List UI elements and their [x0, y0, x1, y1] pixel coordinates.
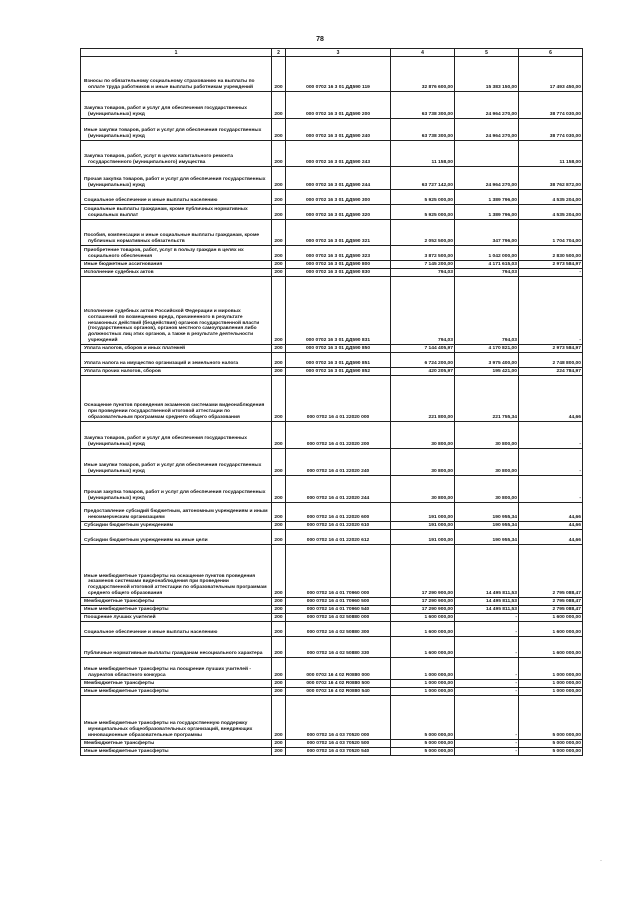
row-executed-amount: 14 495 811,53 [455, 545, 519, 598]
row-description [81, 530, 272, 545]
row-budget-classification-code: 000 0702 16 4 01 70960 540 [286, 606, 391, 614]
column-header-1: 1 [81, 49, 272, 57]
row-approved-amount: 17 290 900,00 [391, 598, 455, 606]
row-description [81, 119, 272, 141]
row-executed-amount: 1 389 796,00 [455, 205, 519, 220]
budget-execution-table [80, 48, 583, 756]
row-description-text: Иные межбюджетные трансферты [84, 749, 169, 755]
table-row [81, 748, 583, 756]
row-description-text: Закупка товаров, работ, услуг в целях капитального ремонта государственного (муниципального) имущества [84, 154, 233, 166]
row-budget-classification-code: 000 0702 16 4 01 70960 000 [286, 545, 391, 598]
table-row [81, 269, 583, 277]
table-row [81, 167, 583, 190]
row-line-code: 200 [272, 522, 286, 530]
row-approved-amount: 63 738 300,00 [391, 92, 455, 119]
row-approved-amount: 3 872 500,00 [391, 246, 455, 261]
column-header-5: 5 [455, 49, 519, 57]
row-description-text: Межбюджетные трансферты [84, 599, 155, 605]
row-approved-amount: 30 800,00 [391, 476, 455, 503]
table-row [81, 688, 583, 696]
row-line-code: 200 [272, 606, 286, 614]
row-executed-amount: 30 800,00 [455, 422, 519, 449]
row-executed-amount: 24 964 270,00 [455, 119, 519, 141]
row-approved-amount: 63 738 300,00 [391, 119, 455, 141]
table-row [81, 422, 583, 449]
row-description [81, 345, 272, 353]
row-approved-amount: 221 800,00 [391, 376, 455, 422]
row-description [81, 748, 272, 756]
row-budget-classification-code: 000 0702 16 4 01 22020 244 [286, 476, 391, 503]
row-description [81, 680, 272, 688]
row-budget-classification-code: 000 0702 16 4 02 50880 000 [286, 614, 391, 622]
row-executed-amount: - [455, 740, 519, 748]
row-description-text: Исполнение судебных актов Российской Федерации и мировых соглашений по возмещению вреда, причиненного в результате незаконных действий (бездействия) органов государственной власти (государственных органов), органов местного самоуправления либо должностных лиц этих органов, а также в результате деятельности учреждений [84, 308, 260, 344]
row-line-code: 200 [272, 190, 286, 205]
row-description-text: Публичные нормативные выплаты гражданам несоциального характера [84, 651, 263, 657]
table-row [81, 545, 583, 598]
table-row [81, 680, 583, 688]
table-row [81, 220, 583, 246]
row-approved-amount: 1 000 000,00 [391, 680, 455, 688]
row-approved-amount: 191 000,00 [391, 522, 455, 530]
row-line-code: 200 [272, 503, 286, 522]
row-line-code: 200 [272, 205, 286, 220]
row-line-code: 200 [272, 545, 286, 598]
row-approved-amount: 1 000 000,00 [391, 688, 455, 696]
table-row [81, 368, 583, 376]
row-executed-amount: 190 955,34 [455, 530, 519, 545]
row-budget-classification-code: 000 0702 16 3 01 ДД590 830 [286, 269, 391, 277]
row-unexecuted-amount: 2 973 584,97 [519, 345, 583, 353]
row-budget-classification-code: 000 0702 16 3 01 ДД590 244 [286, 167, 391, 190]
row-budget-classification-code: 000 0702 16 4 03 70520 000 [286, 696, 391, 740]
row-executed-amount: 30 800,00 [455, 449, 519, 476]
row-line-code: 200 [272, 246, 286, 261]
row-executed-amount: 195 421,00 [455, 368, 519, 376]
row-approved-amount: 11 158,00 [391, 141, 455, 167]
row-description [81, 57, 272, 92]
row-unexecuted-amount: 44,66 [519, 522, 583, 530]
row-budget-classification-code: 000 0702 16 4 01 22020 600 [286, 503, 391, 522]
row-executed-amount: 190 955,34 [455, 522, 519, 530]
row-unexecuted-amount: 1 000 000,00 [519, 680, 583, 688]
row-description-text: Приобретение товаров, работ, услуг в пользу граждан в целях их социального обеспечения [84, 248, 244, 260]
row-approved-amount: 1 600 000,00 [391, 614, 455, 622]
row-description-text: Субсидии бюджетным учреждениям [84, 523, 174, 529]
row-description-text: Иные закупки товаров, работ и услуг для обеспечения государственных (муниципальных) нужд [84, 463, 262, 475]
row-unexecuted-amount: 11 158,00 [519, 141, 583, 167]
row-description [81, 190, 272, 205]
column-header-4: 4 [391, 49, 455, 57]
row-executed-amount: 221 755,34 [455, 376, 519, 422]
row-description [81, 368, 272, 376]
row-executed-amount: - [455, 637, 519, 658]
row-description-text: Иные межбюджетные трансферты [84, 607, 169, 613]
row-description-text: Поощрение лучших учителей [84, 615, 156, 621]
row-description [81, 376, 272, 422]
row-line-code: 200 [272, 119, 286, 141]
row-description [81, 545, 272, 598]
table-row [81, 57, 583, 92]
table-row [81, 637, 583, 658]
row-budget-classification-code: 000 0702 16 3 01 ДД590 320 [286, 205, 391, 220]
table-row [81, 353, 583, 368]
row-description-text: Уплата налогов, сборов и иных платежей [84, 346, 186, 352]
row-description [81, 696, 272, 740]
row-line-code: 200 [272, 449, 286, 476]
row-approved-amount: 6 724 200,00 [391, 353, 455, 368]
row-approved-amount: 7 145 200,00 [391, 261, 455, 269]
row-line-code: 200 [272, 376, 286, 422]
row-line-code: 200 [272, 614, 286, 622]
row-line-code: 200 [272, 688, 286, 696]
row-unexecuted-amount: 2 830 500,00 [519, 246, 583, 261]
table-row [81, 119, 583, 141]
row-approved-amount: 32 876 600,00 [391, 57, 455, 92]
row-description [81, 658, 272, 680]
row-executed-amount: - [455, 688, 519, 696]
row-approved-amount: 7 144 405,97 [391, 345, 455, 353]
row-description [81, 261, 272, 269]
table-row [81, 696, 583, 740]
row-description-text: Оснащение пунктов проведения экзаменов системами видеонаблюдения при проведении государственной итоговой аттестации по образовательным программам среднего общего образования [84, 403, 265, 421]
row-description [81, 353, 272, 368]
row-unexecuted-amount: 38 774 030,00 [519, 92, 583, 119]
row-executed-amount: 347 796,00 [455, 220, 519, 246]
row-approved-amount: 794,03 [391, 269, 455, 277]
row-description-text: Социальные выплаты гражданам, кроме публичных нормативных социальных выплат [84, 207, 248, 219]
row-line-code: 200 [272, 220, 286, 246]
row-description-text: Иные бюджетные ассигнования [84, 262, 163, 268]
row-executed-amount: 3 975 400,00 [455, 353, 519, 368]
row-description-text: Уплата прочих налогов, сборов [84, 369, 161, 375]
row-unexecuted-amount: 4 535 204,00 [519, 205, 583, 220]
row-budget-classification-code: 000 0702 16 3 01 ДД590 323 [286, 246, 391, 261]
row-executed-amount: - [455, 696, 519, 740]
row-executed-amount: 1 389 796,00 [455, 190, 519, 205]
row-line-code: 200 [272, 530, 286, 545]
table-header-row [81, 49, 583, 57]
row-budget-classification-code: 000 0702 16 3 01 ДД590 831 [286, 277, 391, 345]
row-line-code: 200 [272, 658, 286, 680]
row-budget-classification-code: 000 0702 16 3 01 ДД590 119 [286, 57, 391, 92]
row-description [81, 476, 272, 503]
row-description-text: Закупка товаров, работ и услуг для обеспечения государственных (муниципальных) нужд [84, 106, 247, 118]
table-row [81, 476, 583, 503]
row-line-code: 200 [272, 277, 286, 345]
row-line-code: 200 [272, 345, 286, 353]
row-unexecuted-amount: 5 000 000,00 [519, 748, 583, 756]
row-budget-classification-code: 000 0702 16 4 02 50880 330 [286, 637, 391, 658]
row-description-text: Социальное обеспечение и иные выплаты населению [84, 198, 218, 204]
row-approved-amount: 191 000,00 [391, 503, 455, 522]
row-executed-amount: 4 171 615,03 [455, 261, 519, 269]
row-line-code: 200 [272, 622, 286, 637]
row-approved-amount: 5 000 000,00 [391, 696, 455, 740]
row-description [81, 688, 272, 696]
row-budget-classification-code: 000 0702 16 3 01 ДД590 240 [286, 119, 391, 141]
row-unexecuted-amount: 44,66 [519, 530, 583, 545]
row-unexecuted-amount: 44,66 [519, 503, 583, 522]
row-unexecuted-amount: 2 748 800,00 [519, 353, 583, 368]
row-description [81, 246, 272, 261]
row-approved-amount: 1 600 000,00 [391, 637, 455, 658]
row-executed-amount: 190 955,34 [455, 503, 519, 522]
row-description [81, 449, 272, 476]
row-description [81, 598, 272, 606]
row-description-text: Иные межбюджетные трансферты на поощрение лучших учителей - лауреатов областного конкурса [84, 667, 251, 679]
table-row [81, 277, 583, 345]
table-row [81, 614, 583, 622]
row-budget-classification-code: 000 0702 16 3 01 ДД590 243 [286, 141, 391, 167]
row-executed-amount: 24 964 270,00 [455, 92, 519, 119]
row-description [81, 277, 272, 345]
row-executed-amount [455, 141, 519, 167]
row-budget-classification-code: 000 0702 16 4 03 70520 500 [286, 740, 391, 748]
row-unexecuted-amount: 224 784,97 [519, 368, 583, 376]
row-unexecuted-amount: 38 774 030,00 [519, 119, 583, 141]
row-budget-classification-code: 000 0702 16 3 01 ДД590 852 [286, 368, 391, 376]
page-number: 78 [316, 36, 324, 43]
row-budget-classification-code: 000 0702 16 3 01 ДД590 300 [286, 190, 391, 205]
row-unexecuted-amount: - [519, 422, 583, 449]
table-row [81, 345, 583, 353]
row-line-code: 200 [272, 269, 286, 277]
row-unexecuted-amount: 17 493 450,00 [519, 57, 583, 92]
row-description-text: Исполнение судебных актов [84, 270, 154, 276]
row-approved-amount: 1 000 000,00 [391, 658, 455, 680]
row-description-text: Иные межбюджетные трансферты [84, 689, 169, 695]
row-unexecuted-amount: 2 973 584,97 [519, 261, 583, 269]
row-line-code: 200 [272, 368, 286, 376]
row-line-code: 200 [272, 167, 286, 190]
row-budget-classification-code: 000 0702 16 4 02 R0880 000 [286, 658, 391, 680]
table-row [81, 449, 583, 476]
row-budget-classification-code: 000 0702 16 3 01 ДД590 851 [286, 353, 391, 368]
table-row [81, 503, 583, 522]
table-row [81, 261, 583, 269]
row-executed-amount: 24 964 270,00 [455, 167, 519, 190]
row-description [81, 614, 272, 622]
table-row [81, 141, 583, 167]
row-budget-classification-code: 000 0702 16 4 01 70960 500 [286, 598, 391, 606]
row-approved-amount: 17 290 900,00 [391, 545, 455, 598]
table-body [81, 57, 583, 756]
table-row [81, 606, 583, 614]
row-budget-classification-code: 000 0702 16 4 01 22020 612 [286, 530, 391, 545]
table-row [81, 92, 583, 119]
row-description [81, 522, 272, 530]
row-description [81, 740, 272, 748]
row-budget-classification-code: 000 0702 16 4 02 R0880 500 [286, 680, 391, 688]
row-unexecuted-amount: - [519, 476, 583, 503]
row-description-text: Межбюджетные трансферты [84, 681, 155, 687]
row-unexecuted-amount: 2 795 088,47 [519, 598, 583, 606]
row-description-text: Взносы по обязательному социальному страхованию на выплаты по оплате труда работников и иные выплаты работникам учреждений [84, 79, 255, 91]
row-line-code: 200 [272, 680, 286, 688]
row-budget-classification-code: 000 0702 16 4 01 22020 200 [286, 422, 391, 449]
row-line-code: 200 [272, 598, 286, 606]
row-line-code: 200 [272, 696, 286, 740]
table-row [81, 205, 583, 220]
row-approved-amount: 191 000,00 [391, 530, 455, 545]
row-approved-amount: 5 000 000,00 [391, 748, 455, 756]
row-budget-classification-code: 000 0702 16 3 01 ДД590 800 [286, 261, 391, 269]
row-description-text: Иные межбюджетные трансферты на государственную поддержку муниципальных общеобразовательных организаций, внедряющих инновационные образовательные программы [84, 721, 253, 739]
margin-mark: · [600, 858, 602, 864]
table-row [81, 376, 583, 422]
row-description-text: Субсидии бюджетным учреждениям на иные цели [84, 538, 208, 544]
row-budget-classification-code: 000 0702 16 3 01 ДД590 200 [286, 92, 391, 119]
row-executed-amount: - [455, 614, 519, 622]
row-unexecuted-amount: 2 795 088,47 [519, 606, 583, 614]
row-unexecuted-amount: 1 000 000,00 [519, 688, 583, 696]
row-description-text: Закупка товаров, работ и услуг для обеспечения государственных (муниципальных) нужд [84, 436, 247, 448]
row-description [81, 141, 272, 167]
row-approved-amount: 17 290 900,00 [391, 606, 455, 614]
row-approved-amount: 30 800,00 [391, 449, 455, 476]
row-approved-amount: 5 000 000,00 [391, 740, 455, 748]
row-executed-amount: 794,03 [455, 269, 519, 277]
row-executed-amount: 1 042 000,00 [455, 246, 519, 261]
row-unexecuted-amount: 1 704 704,00 [519, 220, 583, 246]
table-row [81, 522, 583, 530]
row-executed-amount: - [455, 622, 519, 637]
row-unexecuted-amount: 44,66 [519, 376, 583, 422]
row-description-text: Социальное обеспечение и иные выплаты населению [84, 630, 218, 636]
row-approved-amount: 30 800,00 [391, 422, 455, 449]
column-header-3: 3 [286, 49, 391, 57]
row-budget-classification-code: 000 0702 16 4 02 R0880 540 [286, 688, 391, 696]
row-description-text: Прочая закупка товаров, работ и услуг для обеспечения государственных (муниципальных) нужд [84, 177, 266, 189]
row-unexecuted-amount: 38 762 872,00 [519, 167, 583, 190]
table-row [81, 246, 583, 261]
row-budget-classification-code: 000 0702 16 3 01 ДД590 850 [286, 345, 391, 353]
row-unexecuted-amount: 1 600 000,00 [519, 622, 583, 637]
table-row [81, 740, 583, 748]
row-description-text: Пособия, компенсации и иные социальные выплаты гражданам, кроме публичных нормативных обязательств [84, 233, 260, 245]
row-executed-amount: - [455, 748, 519, 756]
table-row [81, 598, 583, 606]
row-description [81, 606, 272, 614]
row-budget-classification-code: 000 0702 16 4 01 22020 000 [286, 376, 391, 422]
row-unexecuted-amount: - [519, 449, 583, 476]
row-description [81, 167, 272, 190]
row-line-code: 200 [272, 261, 286, 269]
row-description [81, 422, 272, 449]
row-executed-amount: 4 170 821,00 [455, 345, 519, 353]
row-executed-amount: 30 800,00 [455, 476, 519, 503]
row-description [81, 503, 272, 522]
row-line-code: 200 [272, 92, 286, 119]
row-budget-classification-code: 000 0702 16 4 01 22020 240 [286, 449, 391, 476]
row-description-text: Предоставление субсидий бюджетным, автономным учреждениям и иным некоммерческим организациям [84, 509, 268, 521]
row-budget-classification-code: 000 0702 16 3 01 ДД590 321 [286, 220, 391, 246]
row-line-code: 200 [272, 637, 286, 658]
row-unexecuted-amount: - [519, 277, 583, 345]
row-unexecuted-amount: 5 000 000,00 [519, 696, 583, 740]
row-unexecuted-amount: 1 000 000,00 [519, 658, 583, 680]
row-description-text: Межбюджетные трансферты [84, 741, 155, 747]
row-approved-amount: 794,03 [391, 277, 455, 345]
row-description [81, 637, 272, 658]
row-executed-amount: 794,03 [455, 277, 519, 345]
row-approved-amount: 420 205,97 [391, 368, 455, 376]
row-approved-amount: 1 600 000,00 [391, 622, 455, 637]
row-budget-classification-code: 000 0702 16 4 01 22020 610 [286, 522, 391, 530]
row-line-code: 200 [272, 476, 286, 503]
row-line-code: 200 [272, 740, 286, 748]
row-executed-amount: 15 383 150,00 [455, 57, 519, 92]
table-row [81, 622, 583, 637]
row-line-code: 200 [272, 748, 286, 756]
table-row [81, 658, 583, 680]
row-executed-amount: 14 495 811,53 [455, 606, 519, 614]
row-description [81, 92, 272, 119]
row-description [81, 220, 272, 246]
row-line-code: 200 [272, 141, 286, 167]
row-unexecuted-amount: 2 795 088,47 [519, 545, 583, 598]
row-description-text: Уплата налога на имущество организаций и земельного налога [84, 361, 239, 367]
column-header-2: 2 [272, 49, 286, 57]
row-description-text: Иные межбюджетные трансферты на оснащение пунктов проведения экзаменов системами видеонаблюдения при проведении государственной итоговой аттестации по образовательным программам среднего общего образования [84, 573, 267, 597]
row-approved-amount: 5 925 000,00 [391, 190, 455, 205]
row-executed-amount: - [455, 680, 519, 688]
row-unexecuted-amount: 5 000 000,00 [519, 740, 583, 748]
row-budget-classification-code: 000 0702 16 4 03 70520 540 [286, 748, 391, 756]
row-line-code: 200 [272, 422, 286, 449]
row-budget-classification-code: 000 0702 16 4 02 50880 300 [286, 622, 391, 637]
row-unexecuted-amount: 1 600 000,00 [519, 637, 583, 658]
row-executed-amount: - [455, 658, 519, 680]
row-description-text: Прочая закупка товаров, работ и услуг для обеспечения государственных (муниципальных) нужд [84, 490, 266, 502]
row-unexecuted-amount: 1 600 000,00 [519, 614, 583, 622]
row-approved-amount: 2 052 500,00 [391, 220, 455, 246]
row-unexecuted-amount: - [519, 269, 583, 277]
row-description [81, 269, 272, 277]
row-executed-amount: 14 495 811,53 [455, 598, 519, 606]
row-description [81, 622, 272, 637]
row-approved-amount: 5 925 000,00 [391, 205, 455, 220]
row-unexecuted-amount: 4 535 204,00 [519, 190, 583, 205]
row-description [81, 205, 272, 220]
row-approved-amount: 63 727 142,00 [391, 167, 455, 190]
table-row [81, 530, 583, 545]
row-description-text: Иные закупки товаров, работ и услуг для обеспечения государственных (муниципальных) нужд [84, 128, 262, 140]
row-line-code: 200 [272, 57, 286, 92]
table-row [81, 190, 583, 205]
row-line-code: 200 [272, 353, 286, 368]
column-header-6: 6 [519, 49, 583, 57]
